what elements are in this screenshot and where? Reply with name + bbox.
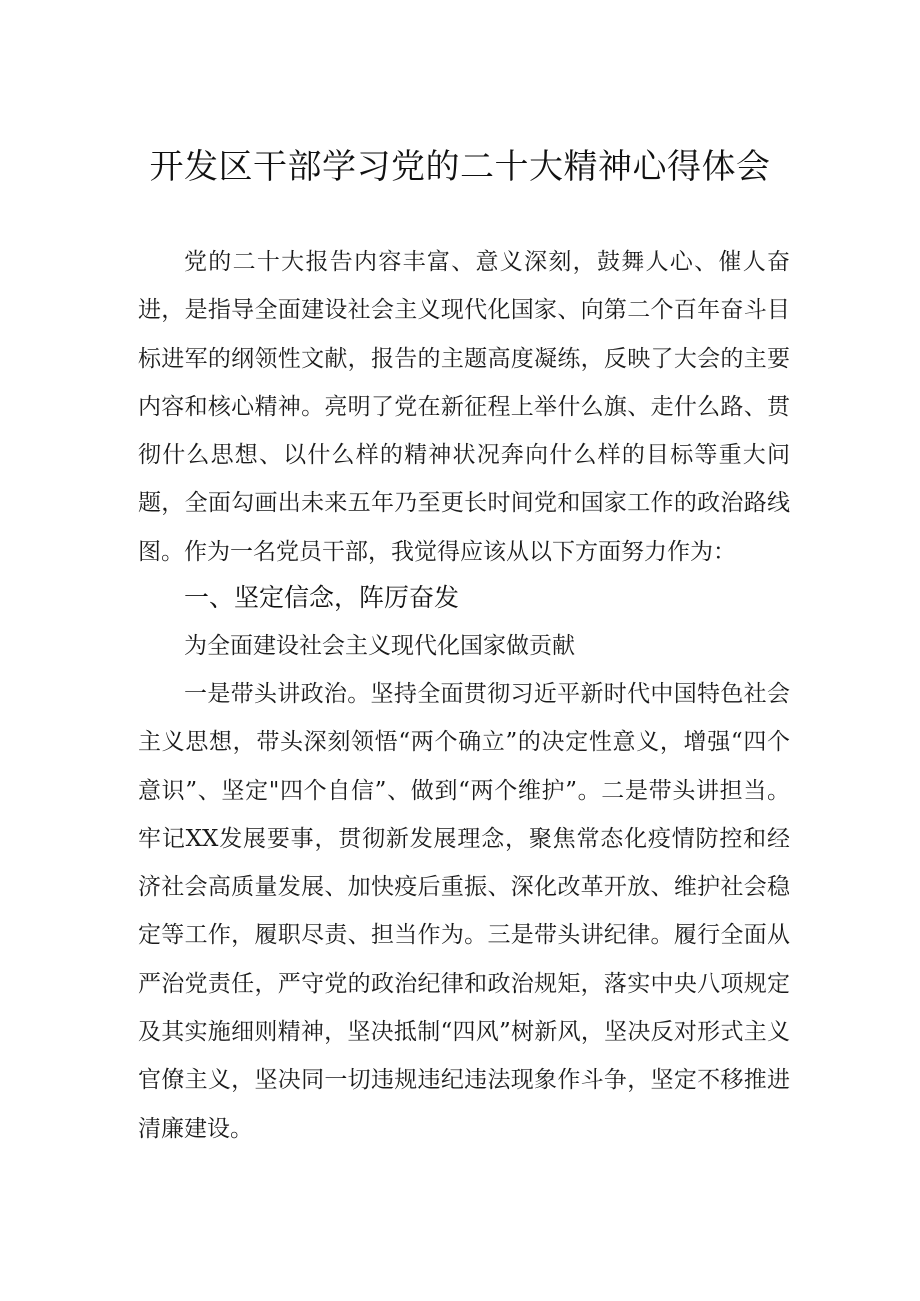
intro-block [138,238,790,576]
intro-paragraph: 党的二十大报告内容丰富、意义深刻，鼓舞人心、催人奋进，是指导全面建设社会主义现代化国家、向第二个百年奋斗目标进军的纲领性文献，报告的主题高度凝练，反映了大会的主要内容和核心精神。亮明了党在新征程上举什么旗、走什么路、贯彻什么思想、以什么样的精神状况奔向什么样的目标等重大问题，全面勾画出未来五年乃至更长时间党和国家工作的政治路线图。作为一名党员干部，我觉得应该从以下方面努力作为： [138,249,790,565]
section-1-block [138,670,790,1153]
section-1-paragraph: 一是带头讲政治。坚持全面贯彻习近平新时代中国特色社会主义思想，带头深刻领悟“两个确立”的决定性意义，增强“四个意识”、坚定"四个自信”、做到“两个维护”。二是带头讲担当。牢记XX发展要事，贯彻新发展理念，聚焦常态化疫情防控和经济社会高质量发展、加快疫后重振、深化改革开放、维护社会稳定等工作，履职尽责、担当作为。三是带头讲纪律。履行全面从严治党责任，严守党的政治纪律和政治规矩，落实中央八项规定及其实施细则精神，坚决抵制“四风”树新风，坚决反对形式主义官僚主义，坚决同一切违规违纪违法现象作斗争，坚定不移推进清廉建设。 [138,681,790,1142]
section-subheading-1: 为全面建设社会主义现代化国家做贡献 [184,633,575,659]
document-title: 开发区干部学习党的二十大精神心得体会 [149,147,771,187]
section-heading-1: 一、坚定信念，阵厉奋发 [184,583,460,612]
